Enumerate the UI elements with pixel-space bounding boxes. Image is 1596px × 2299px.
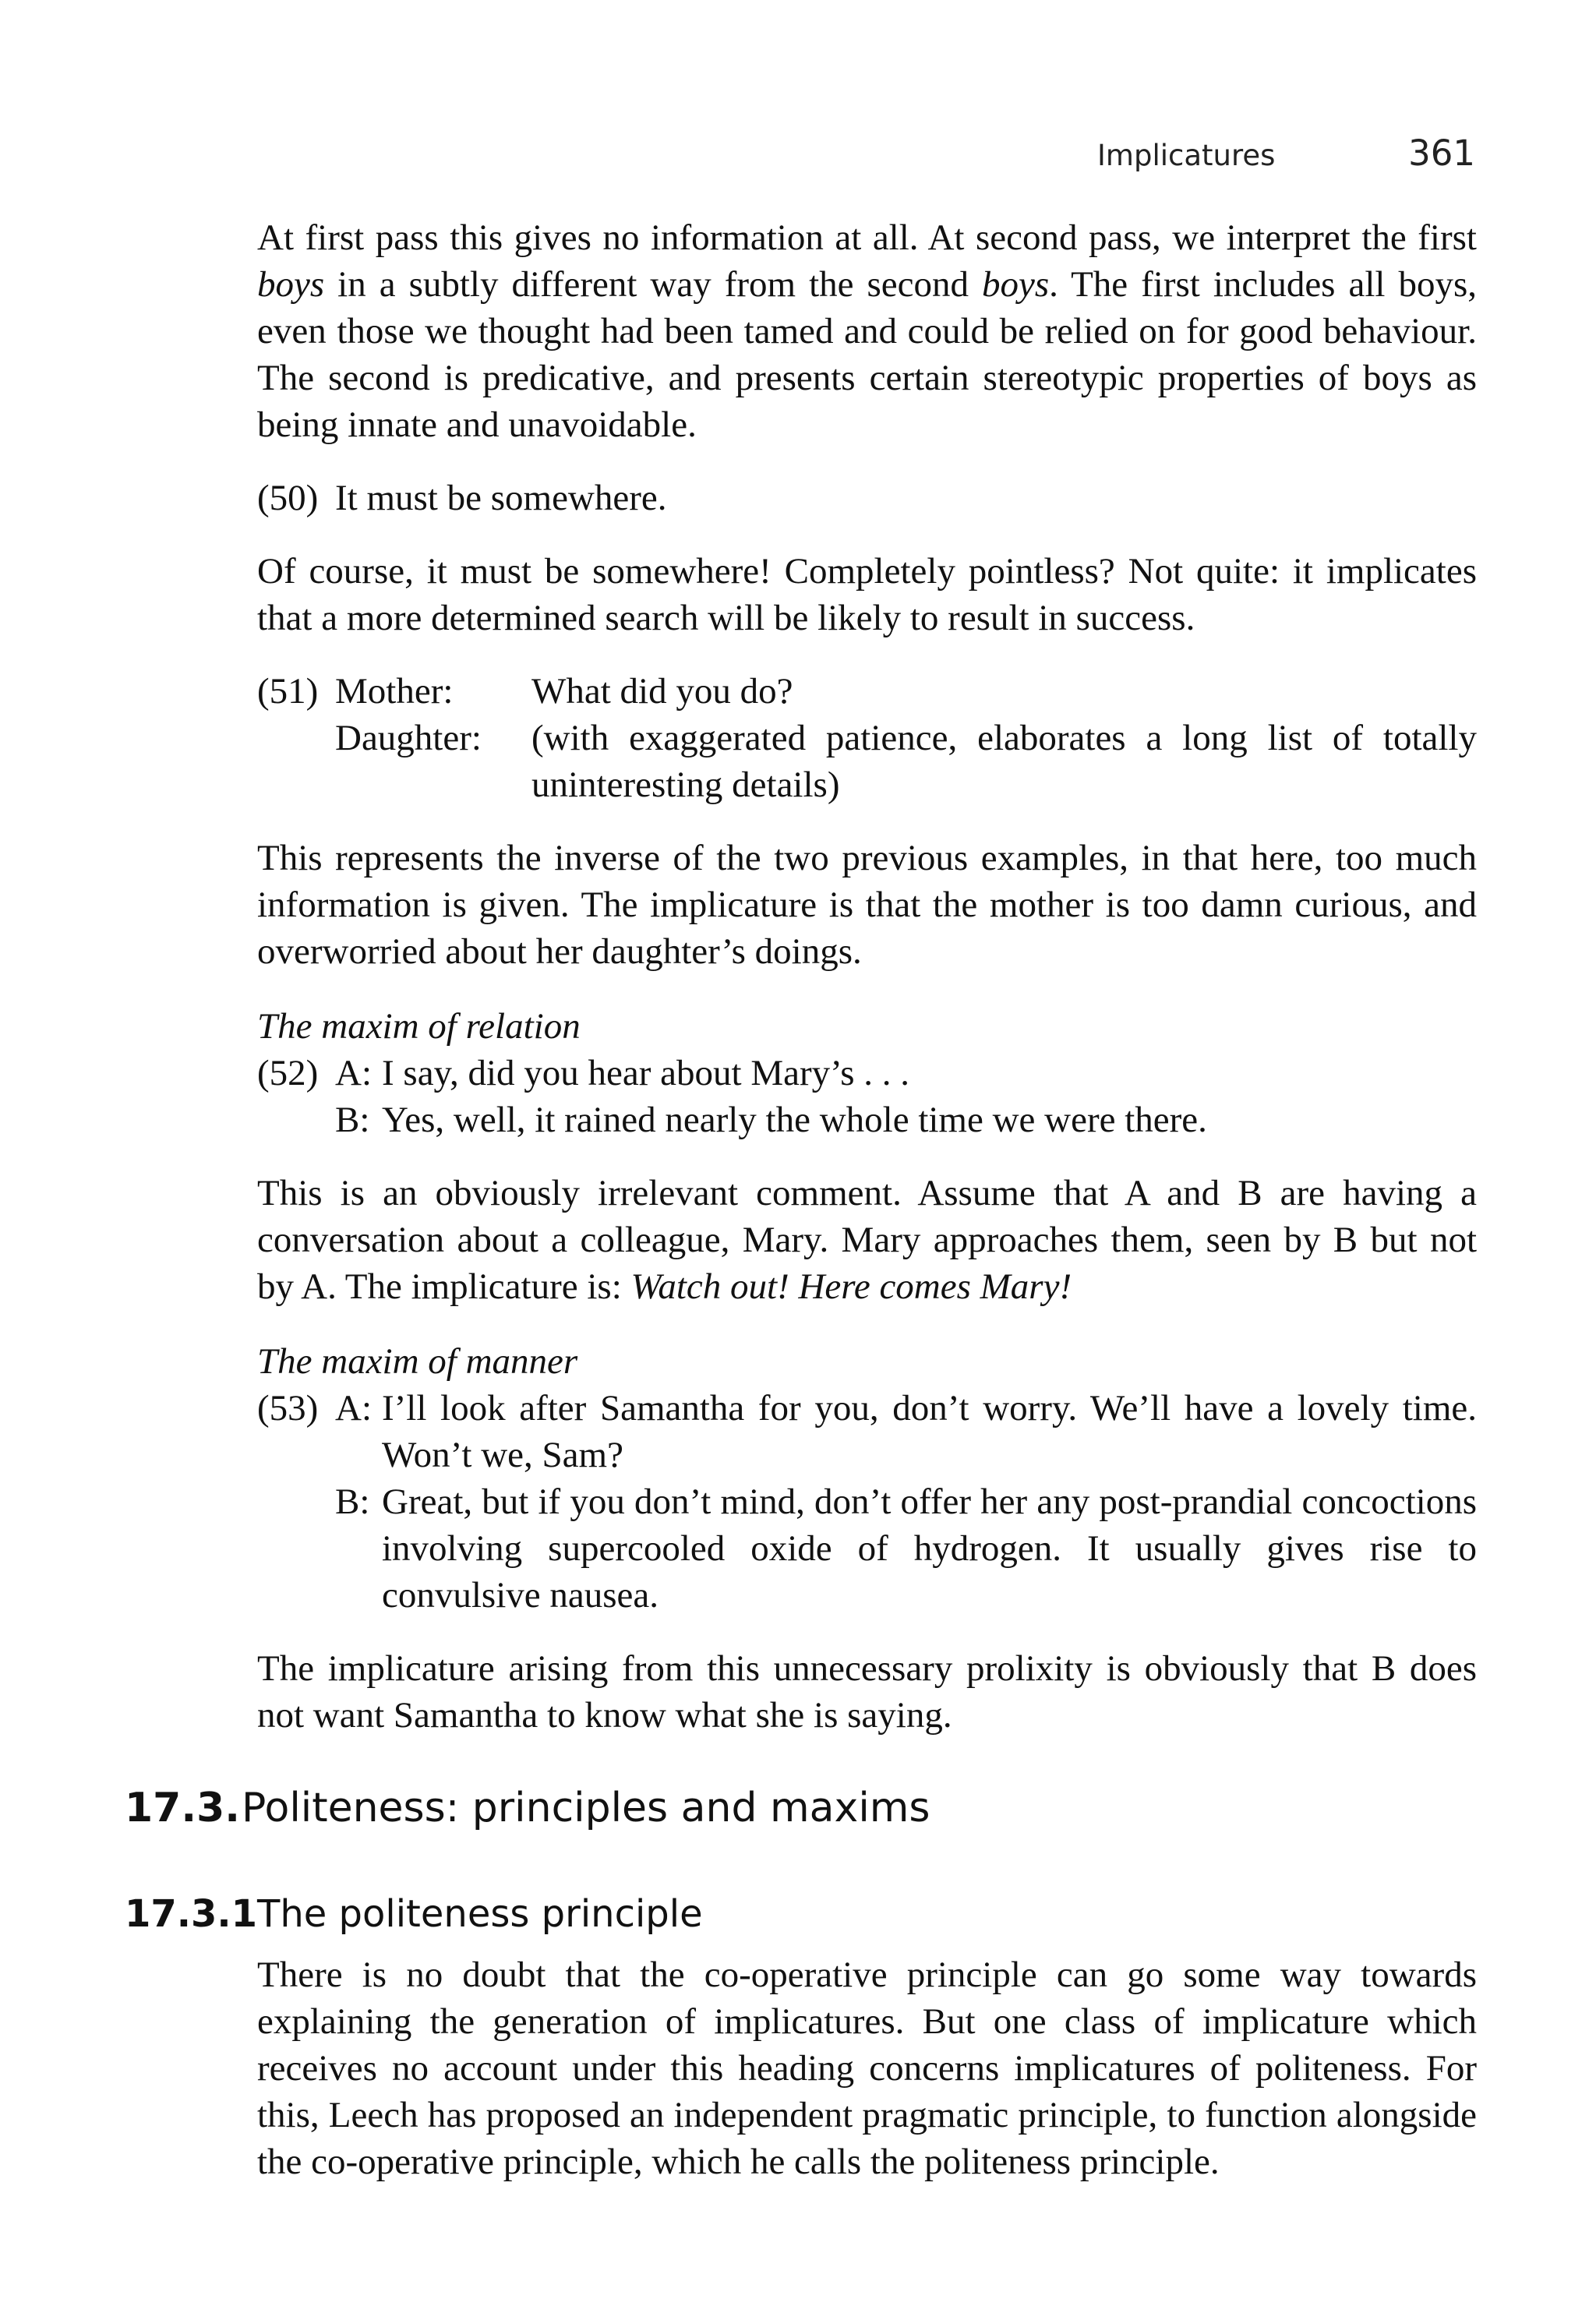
section-text bbox=[257, 1951, 1477, 2185]
maxim-manner-heading: The maxim of manner bbox=[257, 1341, 578, 1382]
page-number: 361 bbox=[1408, 132, 1475, 174]
speaker-label: Daughter: bbox=[335, 718, 482, 758]
utterance: I’ll look after Samantha for you, don’t worry. We’ll have a lovely time. Won’t we, Sam? bbox=[382, 1388, 1477, 1475]
example-53 bbox=[257, 1385, 1477, 1619]
subsection-heading bbox=[125, 1892, 703, 1936]
running-head bbox=[1097, 132, 1475, 179]
speaker-label: A: bbox=[335, 1053, 372, 1093]
running-title: Implicatures bbox=[1097, 139, 1276, 172]
italic-term: boys bbox=[982, 264, 1050, 305]
speaker-label: B: bbox=[335, 1100, 370, 1140]
section-heading bbox=[125, 1785, 930, 1831]
speaker-label: Mother: bbox=[335, 671, 454, 712]
utterance: What did you do? bbox=[531, 671, 793, 712]
example-number: (51) bbox=[257, 671, 319, 712]
utterance: I say, did you hear about Mary’s . . . bbox=[382, 1053, 910, 1093]
paragraph-irrelevant bbox=[257, 1170, 1477, 1310]
section-number: 17.3. bbox=[125, 1785, 241, 1831]
italic-implicature: Watch out! Here comes Mary! bbox=[630, 1266, 1072, 1307]
utterance: Great, but if you don’t mind, don’t offer her any post-prandial concoctions involving supercooled oxide of hydrogen. It usually gives rise to convulsive nausea. bbox=[382, 1481, 1477, 1616]
main-text bbox=[257, 214, 1477, 1739]
paragraph-text: This is an obviously irrelevant comment. Assume that A and B are having a conversation about a colleague, Mary. Mary approaches them, seen by B but not by A. The implicature is: bbox=[257, 1173, 1477, 1307]
example-50 bbox=[257, 475, 1477, 521]
section-title: Politeness: principles and maxims bbox=[242, 1785, 930, 1831]
example-number: (52) bbox=[257, 1053, 319, 1093]
example-51 bbox=[257, 668, 1477, 808]
subsection-number: 17.3.1 bbox=[125, 1892, 258, 1936]
paragraph-prolixity: The implicature arising from this unnecessary prolixity is obviously that B does not want Samantha to know what she is saying. bbox=[257, 1648, 1477, 1736]
speaker-label: B: bbox=[335, 1481, 370, 1522]
example-text: It must be somewhere. bbox=[335, 478, 667, 518]
paragraph-inverse: This represents the inverse of the two previous examples, in that here, too much information is given. The implicature is that the mother is too damn curious, and overworried about her daughter’s doings. bbox=[257, 838, 1477, 972]
utterance: Yes, well, it rained nearly the whole time we were there. bbox=[382, 1100, 1207, 1140]
maxim-relation-heading: The maxim of relation bbox=[257, 1006, 581, 1047]
example-number: (53) bbox=[257, 1388, 319, 1428]
example-number: (50) bbox=[257, 478, 319, 518]
speaker-label: A: bbox=[335, 1388, 372, 1428]
italic-term: boys bbox=[257, 264, 325, 305]
paragraph-somewhere: Of course, it must be somewhere! Completely pointless? Not quite: it implicates that a more determined search will be likely to result in success. bbox=[257, 551, 1477, 638]
example-52 bbox=[257, 1050, 1477, 1143]
paragraph-politeness: There is no doubt that the co-operative principle can go some way towards explaining the generation of implicatures. But one class of implicature which receives no account under this heading concerns implicatures of politeness. For this, Leech has proposed an independent pragmatic principle, to function alongside the co-operative principle, which he calls the politeness principle. bbox=[257, 1955, 1477, 2182]
utterance: (with exaggerated patience, elaborates a long list of totally uninteresting details) bbox=[531, 718, 1477, 805]
subsection-title: The politeness principle bbox=[257, 1892, 703, 1936]
paragraph-boys: At first pass this gives no information at all. At second pass, we interpret the first boys in a subtly different way from the second boys. The first includes all boys, even those we thought had been tamed and could be relied on for good behaviour. The second is predicative, and presents certain stereotypic properties of boys as being innate and unavoidable. bbox=[257, 217, 1477, 445]
